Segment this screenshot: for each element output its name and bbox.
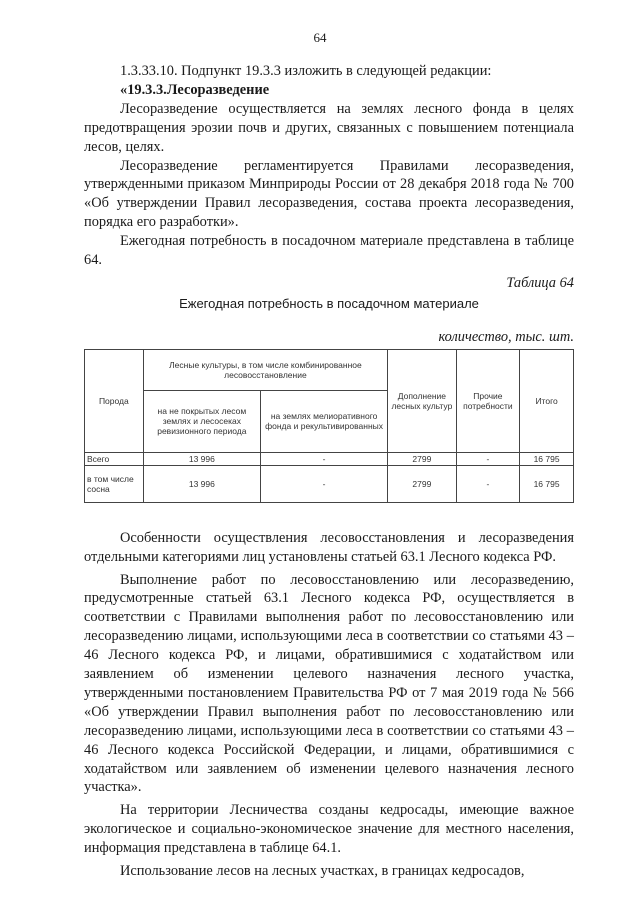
header-itogo: Итого	[520, 349, 574, 452]
cell-value: -	[261, 465, 388, 502]
table-units: количество, тыс. шт.	[438, 328, 574, 345]
cell-value: 16 795	[520, 465, 574, 502]
table-title: Ежегодная потребность в посадочном материале	[179, 295, 479, 311]
table-header-row	[85, 349, 574, 390]
cell-poroda: в том числе сосна	[85, 465, 144, 502]
section-title: «19.3.3.Лесоразведение	[120, 81, 270, 98]
table-row	[85, 465, 574, 502]
paragraph: Лесоразведение осуществляется на землях лесного фонда в целях предотвращения эрозии почв и других, связанных с повышением потенциала лесов, целях.	[84, 100, 574, 155]
paragraph: Лесоразведение регламентируется Правилами лесоразведения, утвержденными приказом Минприроды России от 28 декабря 2018 года № 700 «Об утверждении Правил лесоразведения, состава проекта лесоразведения, порядка его разработки».	[84, 157, 574, 231]
header-proch: Прочие потребности	[456, 349, 520, 452]
cell-value: 2799	[388, 452, 456, 465]
table-label: Таблица 64	[506, 274, 574, 291]
header-poroda: Порода	[85, 349, 144, 452]
header-sub2: на землях мелиоративного фонда и рекультивированных	[261, 390, 388, 452]
cell-value: 13 996	[143, 452, 260, 465]
cell-value: 16 795	[520, 452, 574, 465]
paragraph: Выполнение работ по лесовосстановлению или лесоразведению, предусмотренные статьей 63.1 Лесного кодекса РФ, осуществляется в соответствии с Правилами выполнения работ по лесовосстановлению или лесоразведению лицами, использующими леса в соответствии со статьями 43 – 46 Лесного кодекса РФ, и лицами, обратившимися с ходатайством или заявлением об изменении целевого назначения лесного участка, утвержденными постановлением Правительства РФ от 7 мая 2019 года № 566 «Об утверждении Правил выполнения работ по лесовосстановлению или лесоразведению лицами, использующими леса в соответствии со статьями 43 – 46 Лесного кодекса Российской Федерации, и лицами, обратившимися с ходатайством или заявлением об изменении целевого назначения лесного участка».	[84, 571, 574, 796]
cell-poroda: Всего	[85, 452, 144, 465]
table-row	[85, 452, 574, 465]
paragraph: Использование лесов на лесных участках, в границах кедросадов,	[120, 863, 525, 880]
page-number: 64	[313, 30, 327, 45]
cell-value: 13 996	[143, 465, 260, 502]
document-body	[84, 62, 574, 881]
cell-value: -	[261, 452, 388, 465]
header-dop: Дополнение лесных культур	[388, 349, 456, 452]
cell-value: 2799	[388, 465, 456, 502]
paragraph: Ежегодная потребность в посадочном материале представлена в таблице 64.	[84, 233, 574, 269]
planting-material-table	[84, 349, 574, 503]
cell-value: -	[456, 465, 520, 502]
header-group: Лесные культуры, в том числе комбинированное лесовосстановление	[143, 349, 387, 390]
paragraph: Особенности осуществления лесовосстановления и лесоразведения отдельными категориями лиц установлены статьей 63.1 Лесного кодекса РФ.	[84, 529, 574, 565]
amendment-heading: 1.3.33.10. Подпункт 19.3.3 изложить в следующей редакции:	[120, 63, 492, 79]
cell-value: -	[456, 452, 520, 465]
header-sub1: на не покрытых лесом землях и лесосеках ревизионного периода	[143, 390, 260, 452]
paragraph: На территории Лесничества созданы кедросады, имеющие важное экологическое и социально-экономическое значение для местного населения, информация представлена в таблице 64.1.	[84, 802, 574, 857]
